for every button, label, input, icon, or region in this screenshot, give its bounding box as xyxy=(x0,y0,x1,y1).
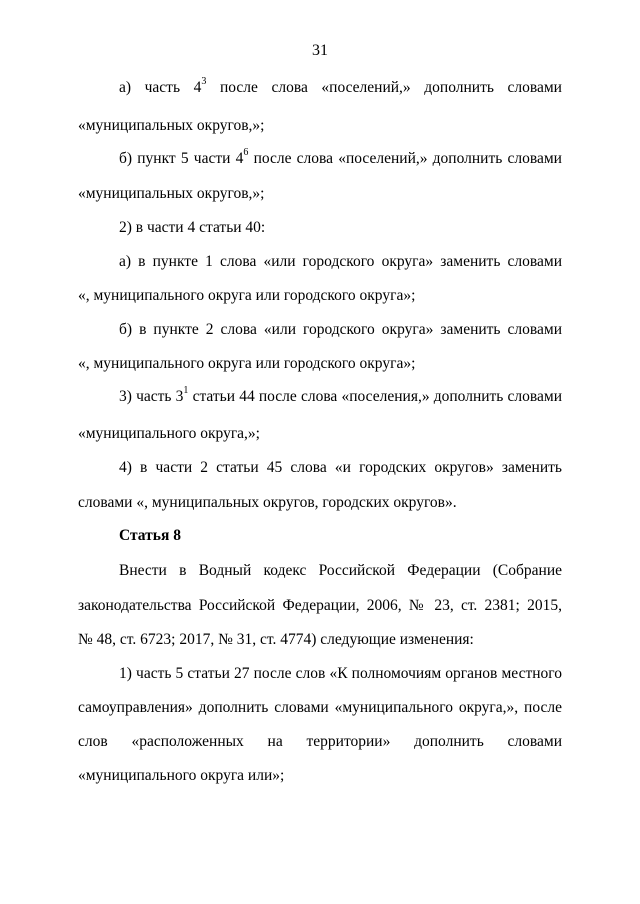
text-line-2: «муниципальных округов,»; xyxy=(78,117,265,134)
text-line-18: 1) часть 5 статьи 27 после слов «К полномочиям органов местного xyxy=(119,665,562,682)
text-line-12: 4) в части 2 статьи 45 слова «и городских округов» заменить xyxy=(119,459,562,476)
superscript: 6 xyxy=(243,146,249,158)
text-part: после слова «поселений,» дополнить словами xyxy=(206,79,562,96)
page-number: 31 xyxy=(312,42,328,59)
text-line-15: Внести в Водный кодекс Российской Федерации (Собрание xyxy=(119,562,562,579)
text-part: б) пункт 5 части 4 xyxy=(119,150,244,167)
text-line-10 xyxy=(119,384,563,407)
text-part: 3) часть 3 xyxy=(119,388,184,405)
text-line-11: «муниципального округа,»; xyxy=(78,425,260,442)
text-line-21: «муниципального округа или»; xyxy=(78,767,285,784)
text-part: после слова «поселений,» дополнить словами xyxy=(248,150,562,167)
text-line-17: № 48, ст. 6723; 2017, № 31, ст. 4774) следующие изменения: xyxy=(78,631,474,648)
text-line-1 xyxy=(119,75,562,98)
text-part: а) часть 4 xyxy=(119,79,202,96)
text-line-5: 2) в части 4 статьи 40: xyxy=(119,219,266,236)
superscript: 3 xyxy=(201,75,207,87)
text-line-4: «муниципальных округов,»; xyxy=(78,185,265,202)
text-part: статьи 44 после слова «поселения,» дополнить словами xyxy=(188,388,563,405)
text-line-9: «, муниципального округа или городского округа»; xyxy=(78,355,416,372)
text-line-3 xyxy=(119,146,562,169)
text-line-16: законодательства Российской Федерации, 2006, № 23, ст. 2381; 2015, xyxy=(78,597,562,614)
text-line-20: слов «расположенных на территории» дополнить словами xyxy=(78,733,562,750)
text-line-7: «, муниципального округа или городского округа»; xyxy=(78,287,416,304)
text-line-6: а) в пункте 1 слова «или городского округа» заменить словами xyxy=(119,253,562,270)
article-heading: Статья 8 xyxy=(119,527,181,544)
text-line-8: б) в пункте 2 слова «или городского округа» заменить словами xyxy=(119,321,562,338)
text-line-19: самоуправления» дополнить словами «муниципального округа,», после xyxy=(78,699,562,716)
superscript: 1 xyxy=(183,384,189,396)
text-line-13: словами «, муниципальных округов, городских округов». xyxy=(78,494,457,511)
